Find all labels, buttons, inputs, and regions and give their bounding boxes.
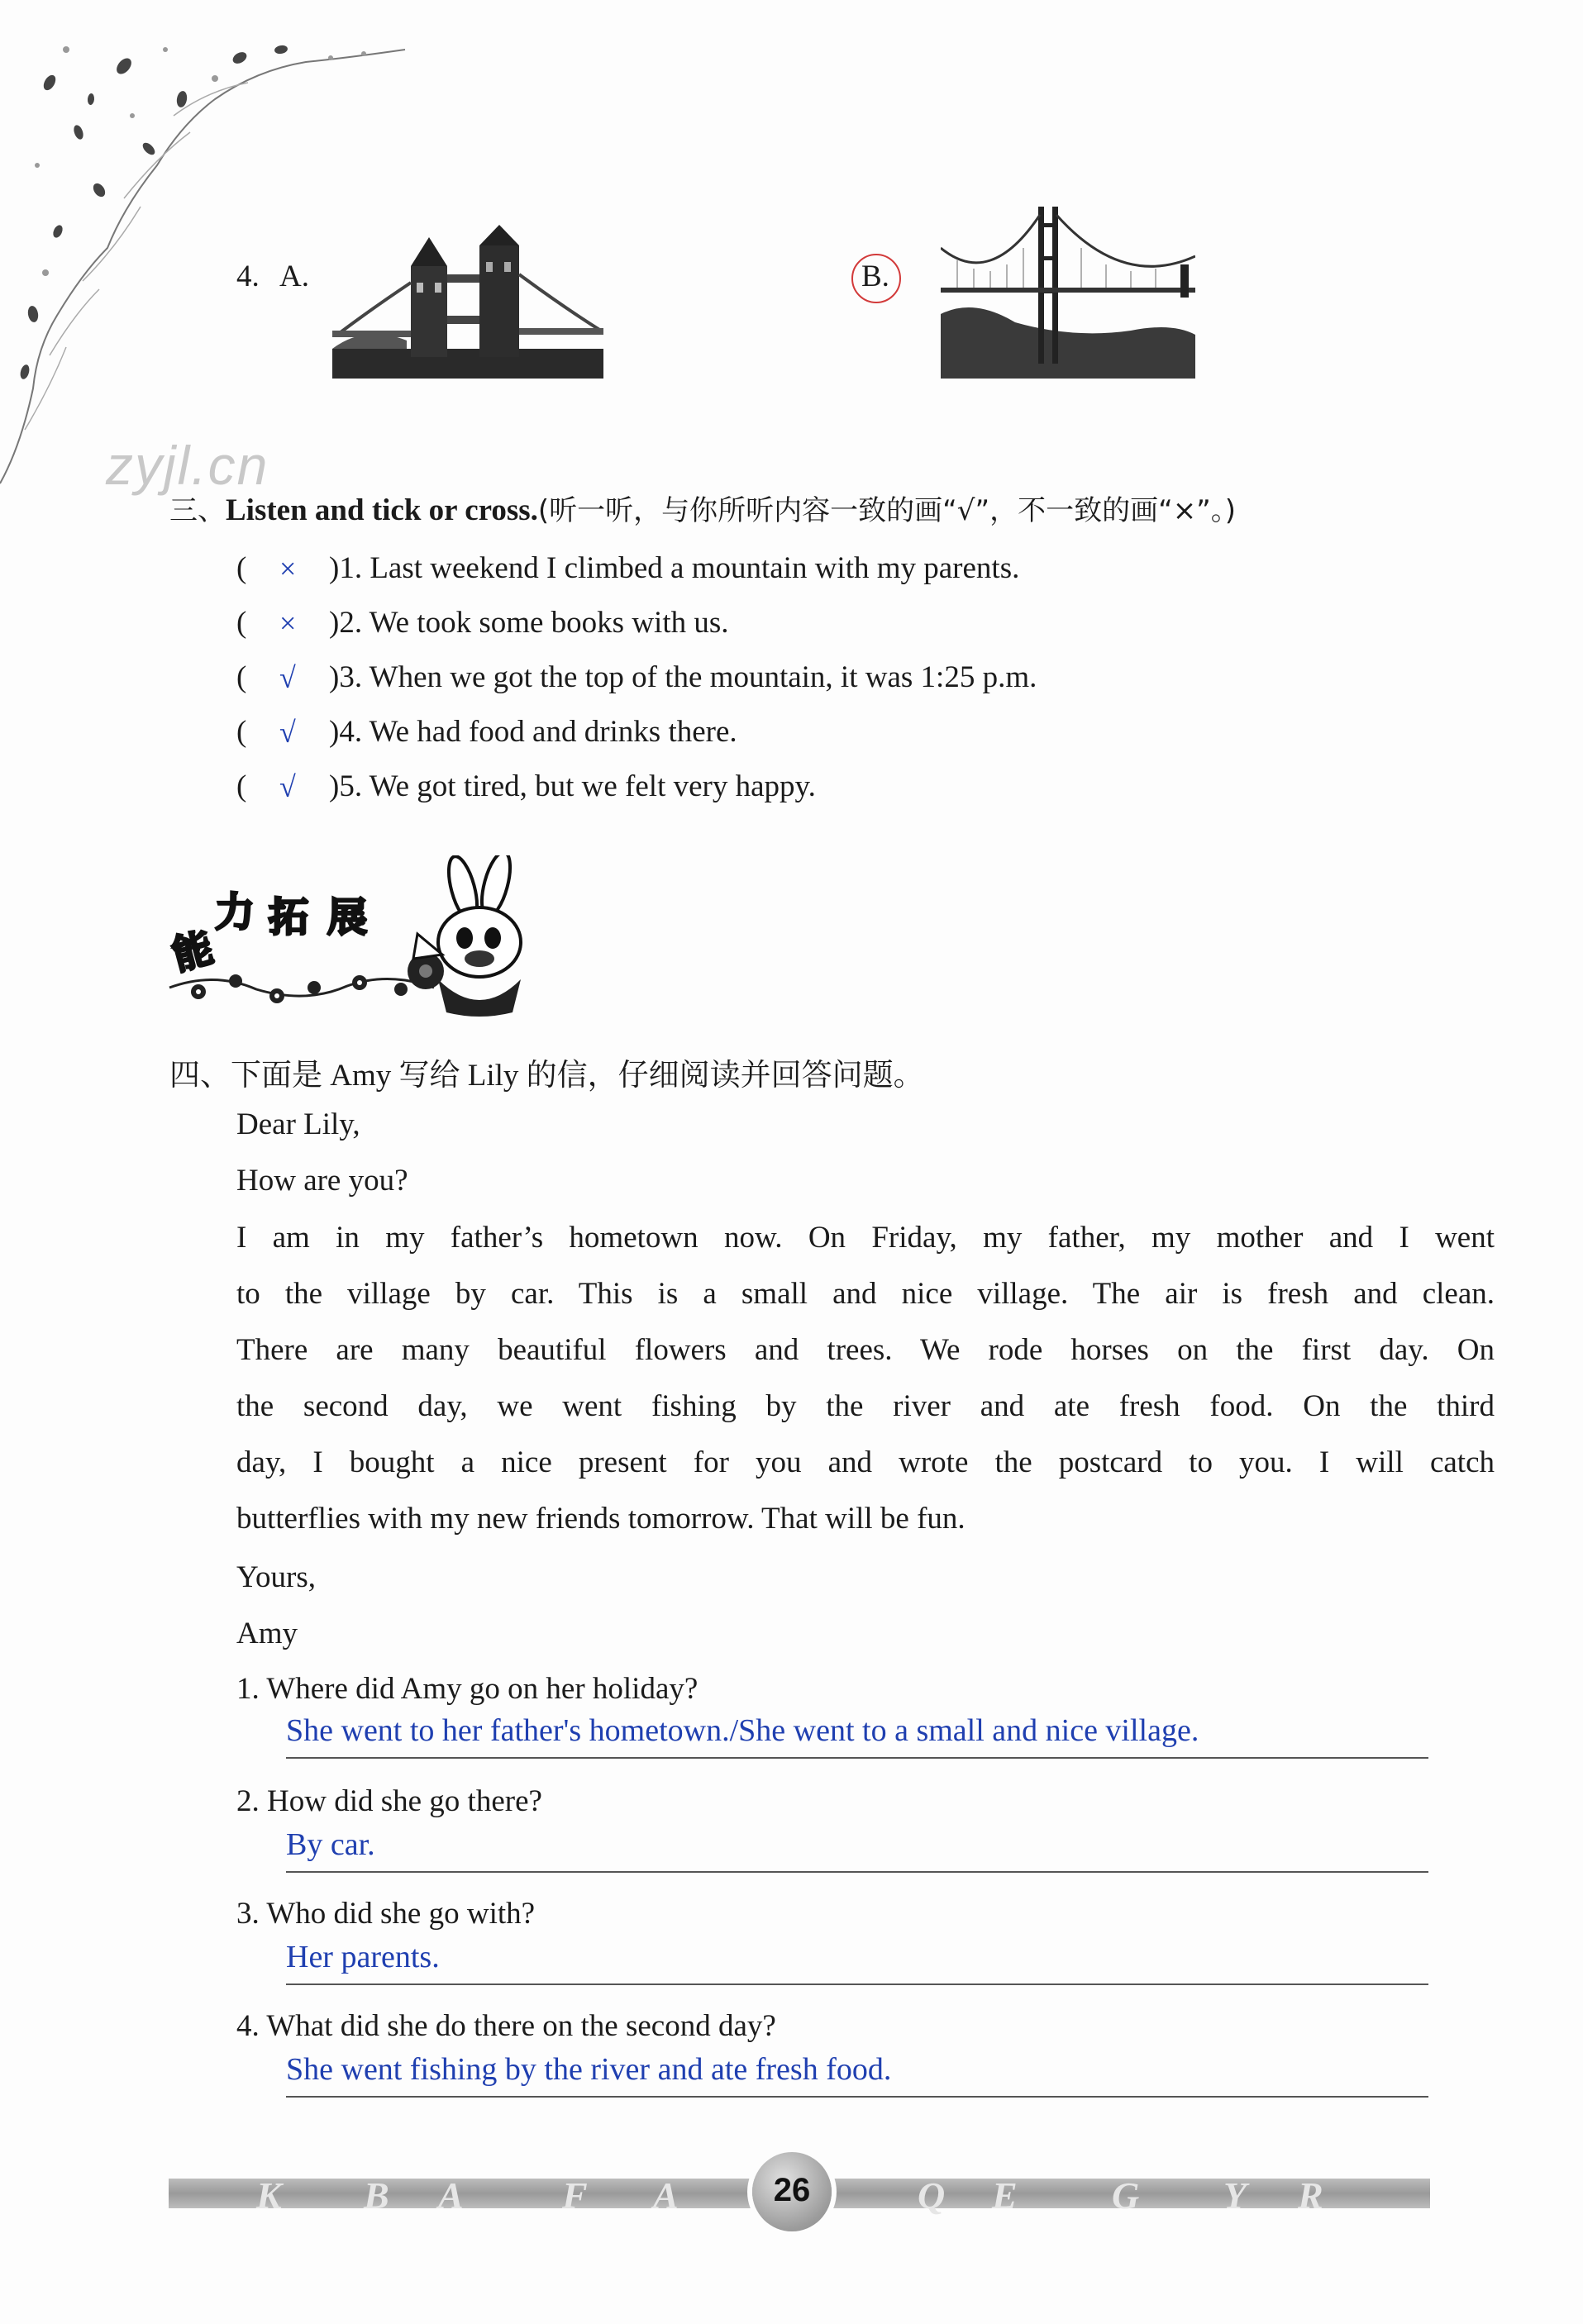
question-3: 3. Who did she go with?	[236, 1897, 536, 1931]
section3-heading	[169, 488, 1236, 528]
list-item: ( √ )5. We got tired, but we felt very happy.	[236, 768, 246, 822]
tower-bridge-picture	[332, 225, 603, 379]
item-text: )5. We got tired, but we felt very happy.	[329, 769, 816, 803]
answer-mark[interactable]: √	[279, 716, 296, 749]
letter-opening: How are you?	[236, 1164, 408, 1198]
footer-letter: Y	[1223, 2174, 1247, 2217]
item-text: )4. We had food and drinks there.	[329, 715, 737, 749]
banner-char: 展	[327, 894, 368, 941]
letter-body-line: to the village by car. This is a small and nice village. The air is fresh and clean.	[236, 1277, 1495, 1311]
footer-letter: A	[438, 2174, 464, 2217]
answer-3[interactable]: Her parents.	[286, 1940, 440, 1974]
footer-letter: K	[256, 2174, 282, 2217]
footer-letter: R	[1298, 2174, 1323, 2217]
banner-char: 拓	[269, 894, 309, 941]
list-item: ( √ )3. When we got the top of the mountain, it was 1:25 p.m.	[236, 659, 246, 713]
letter-body-line: day, I bought a nice present for you and wrote the postcard to you. I will catch	[236, 1445, 1495, 1479]
letter-body-line: I am in my father’s hometown now. On Friday, my father, my mother and I went	[236, 1221, 1495, 1255]
section3-title-en: Listen and tick or cross.	[226, 493, 538, 527]
item-text: )3. When we got the top of the mountain, it was 1:25 p.m.	[329, 660, 1037, 694]
letter-body-line: There are many beautiful flowers and trees. We rode horses on the first day. On	[236, 1333, 1495, 1367]
answer-4[interactable]: She went fishing by the river and ate fresh food.	[286, 2052, 892, 2087]
answer-2[interactable]: By car.	[286, 1827, 375, 1862]
section4-instruction: 四、下面是 Amy 写给 Lily 的信，仔细阅读并回答问题。	[169, 1059, 924, 1093]
answer-line-4	[286, 2096, 1428, 2098]
ability-extension-banner	[165, 855, 562, 1021]
item-text: )2. We took some books with us.	[329, 606, 729, 640]
list-item: ( × )1. Last weekend I climbed a mountain with my parents.	[236, 550, 246, 604]
q4-option-b-label: B.	[861, 260, 889, 293]
item-text: )1. Last weekend I climbed a mountain with my parents.	[329, 551, 1020, 585]
section3-number: 三、	[169, 494, 226, 527]
q4-number: 4.	[236, 260, 260, 293]
answer-line-2	[286, 1871, 1428, 1873]
banner-char: 力	[215, 889, 255, 936]
footer-letter: E	[992, 2174, 1018, 2217]
answer-mark[interactable]: √	[279, 770, 296, 803]
answer-line-1	[286, 1757, 1428, 1759]
footer-letter: G	[1112, 2174, 1140, 2217]
watermark: zyjl.cn	[106, 435, 269, 496]
letter-closing: Yours,	[236, 1560, 316, 1594]
banner-char: 能	[167, 924, 218, 980]
letter-signature: Amy	[236, 1617, 298, 1650]
list-item: ( √ )4. We had food and drinks there.	[236, 713, 246, 768]
question-1: 1. Where did Amy go on her holiday?	[236, 1672, 699, 1706]
answer-1[interactable]: She went to her father's hometown./She went to a small and nice village.	[286, 1713, 1199, 1748]
golden-gate-bridge-picture	[941, 198, 1195, 379]
page-number: 26	[773, 2172, 811, 2208]
question-2: 2. How did she go there?	[236, 1784, 542, 1818]
footer-letter: F	[562, 2174, 588, 2217]
letter-body-line: the second day, we went fishing by the river and ate fresh food. On the third	[236, 1389, 1495, 1423]
answer-mark[interactable]: ×	[279, 607, 297, 640]
footer-letter: A	[653, 2174, 679, 2217]
q4-option-a-label[interactable]: A.	[279, 260, 309, 293]
section3-title-cn: (听一听，与你所听内容一致的画“√”，不一致的画“×”。)	[537, 494, 1237, 527]
footer-letter: B	[364, 2174, 389, 2217]
list-item: ( × )2. We took some books with us.	[236, 604, 246, 659]
footer-letter: Q	[918, 2174, 946, 2217]
answer-mark[interactable]: ×	[279, 552, 297, 585]
letter-body-line: butterflies with my new friends tomorrow. That will be fun.	[236, 1502, 966, 1536]
question-4: 4. What did she do there on the second day?	[236, 2009, 776, 2043]
answer-mark[interactable]: √	[279, 661, 296, 694]
letter-greeting: Dear Lily,	[236, 1107, 360, 1141]
answer-line-3	[286, 1983, 1428, 1985]
section3-items	[236, 550, 1037, 822]
rabbit-icon	[405, 855, 554, 1021]
